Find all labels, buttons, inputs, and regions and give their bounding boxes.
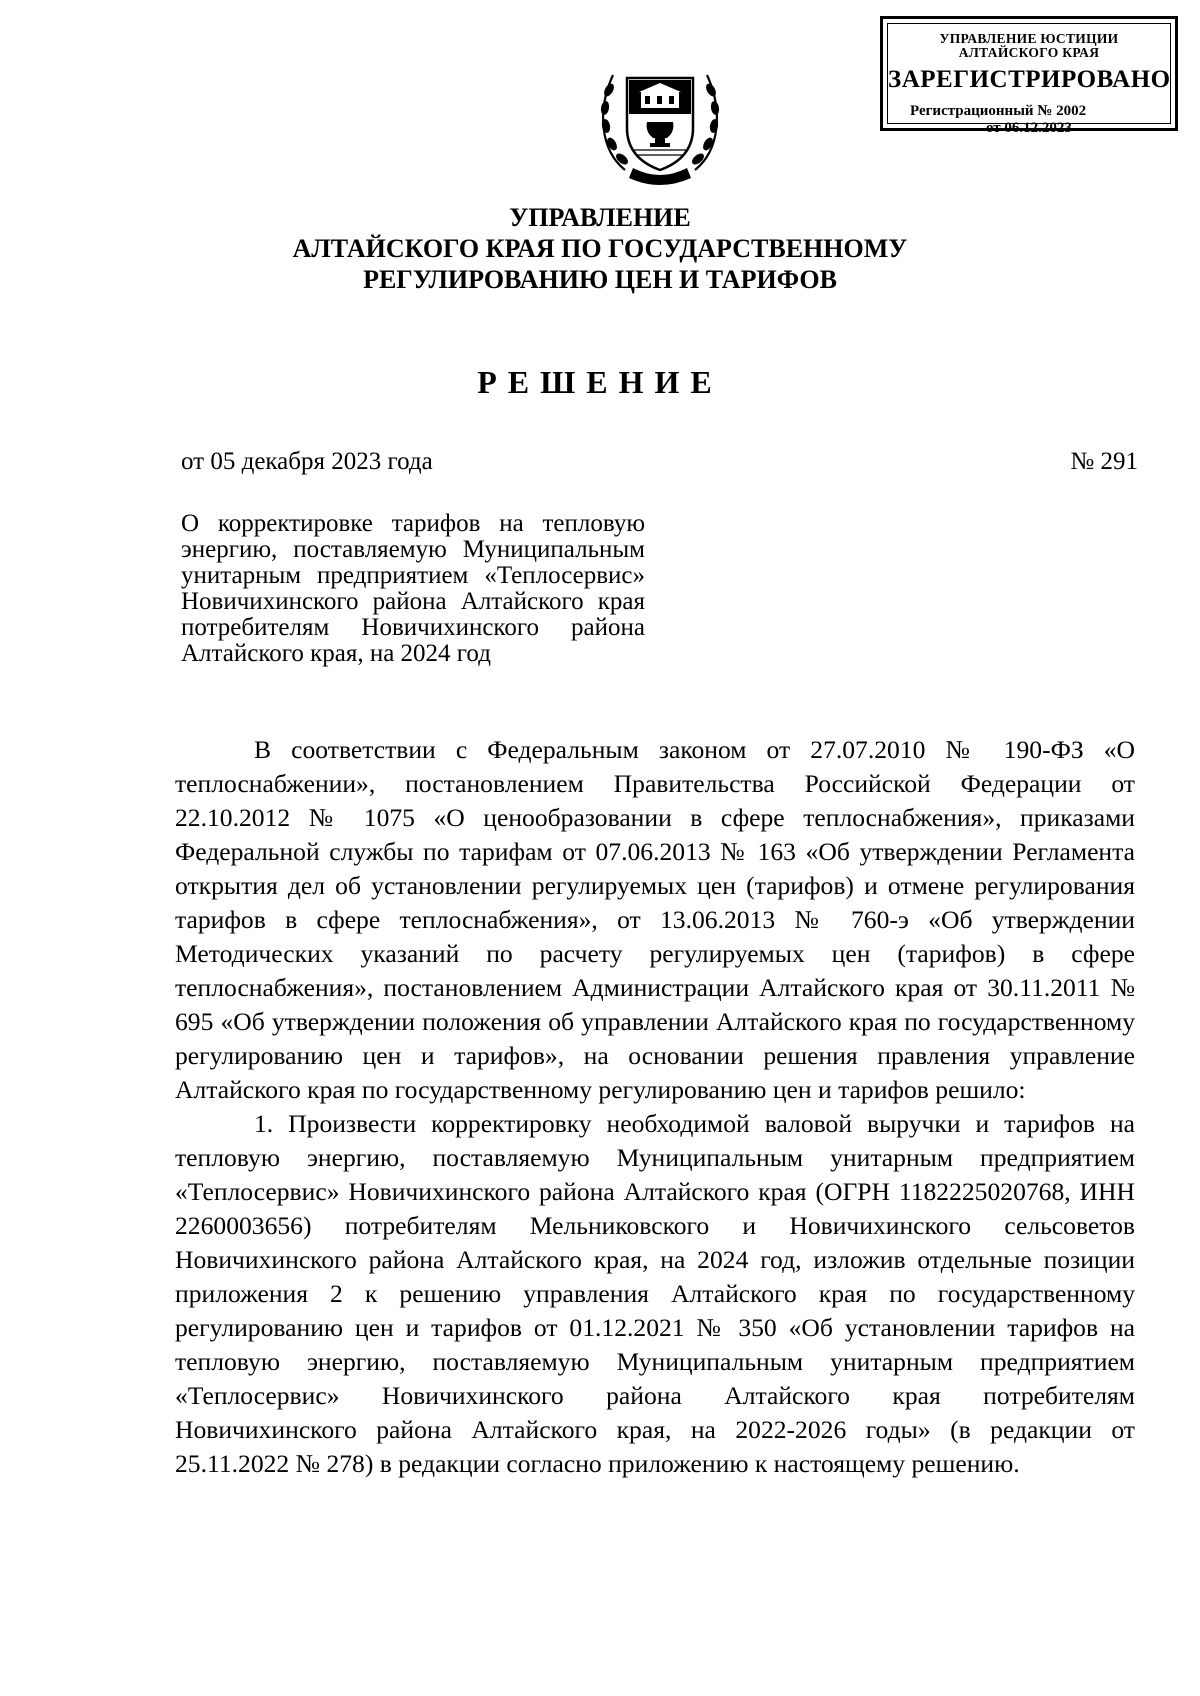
- document-date: от 05 декабря 2023 года: [181, 448, 433, 475]
- issuing-authority-line3: РЕГУЛИРОВАНИЮ ЦЕН И ТАРИФОВ: [363, 265, 837, 294]
- document-type-title: РЕШЕНИЕ: [477, 364, 723, 400]
- registration-stamp-frame: [887, 23, 1171, 136]
- issuing-authority-line1: УПРАВЛЕНИЕ: [509, 203, 691, 232]
- document-body: [175, 733, 1135, 1481]
- stamp-reg-number: Регистрационный № 2002: [910, 103, 1087, 119]
- registration-stamp: [880, 16, 1178, 136]
- stamp-status: ЗАРЕГИСТРИРОВАНО: [888, 66, 1171, 93]
- preamble-paragraph: В соответствии с Федеральным законом от 27.07.2010 № 190-ФЗ «О теплоснабжении», постановлением Правительства Российской Федерации от 22.10.2012 № 1075 «О ценообразовании в сфере теплоснабжения», приказами Федеральной службы по тарифам от 07.06.2013 № 163 «Об утверждении Регламента открытия дел об установлении регулируемых цен (тарифов) и отмене регулирования тарифов в сфере теплоснабжения», от 13.06.2013 № 760-э «Об утверждении Методических указаний по расчету регулируемых цен (тарифов) в сфере теплоснабжения», постановлением Администрации Алтайского края от 30.11.2011 № 695 «Об утверждении положения об управлении Алтайского края по государственному регулированию цен и тарифов», на основании решения правления управление Алтайского края по государственному регулированию цен и тарифов решило:: [175, 735, 1135, 1104]
- stamp-org-line2: АЛТАЙСКОГО КРАЯ: [958, 45, 1100, 60]
- stamp-organization: [888, 32, 1170, 60]
- altai-krai-coat-of-arms-icon: [595, 50, 725, 190]
- issuing-authority-line2: АЛТАЙСКОГО КРАЯ ПО ГОСУДАРСТВЕННОМУ: [292, 234, 908, 263]
- document-number: № 291: [1070, 448, 1138, 475]
- issuing-authority-title: [200, 202, 1000, 295]
- decision-item-1: 1. Произвести корректировку необходимой валовой выручки и тарифов на тепловую энергию, поставляемую Муниципальным унитарным предприятием «Теплосервис» Новичихинского района Алтайского края (ОГРН 1182225020768, ИНН 2260003656) потребителям Мельниковского и Новичихинского сельсоветов Новичихинского района Алтайского края, на 2024 год, изложив отдельные позиции приложения 2 к решению управления Алтайского края по государственному регулированию цен и тарифов от 01.12.2021 № 350 «Об установлении тарифов на тепловую энергию, поставляемую Муниципальным унитарным предприятием «Теплосервис» Новичихинского района Алтайского края потребителям Новичихинского района Алтайского края, на 2022-2026 годы» (в редакции от 25.11.2022 № 278) в редакции согласно приложению к настоящему решению.: [175, 1109, 1135, 1478]
- stamp-reg-date: от 06.12.2023: [986, 120, 1072, 136]
- stamp-org-line1: УПРАВЛЕНИЕ ЮСТИЦИИ: [939, 31, 1119, 46]
- document-subject: О корректировке тарифов на тепловую энергию, поставляемую Муниципальным унитарным предприятием «Теплосервис» Новичихинского района Алтайского края потребителям Новичихинского района Алтайского края, на 2024 год: [181, 510, 645, 667]
